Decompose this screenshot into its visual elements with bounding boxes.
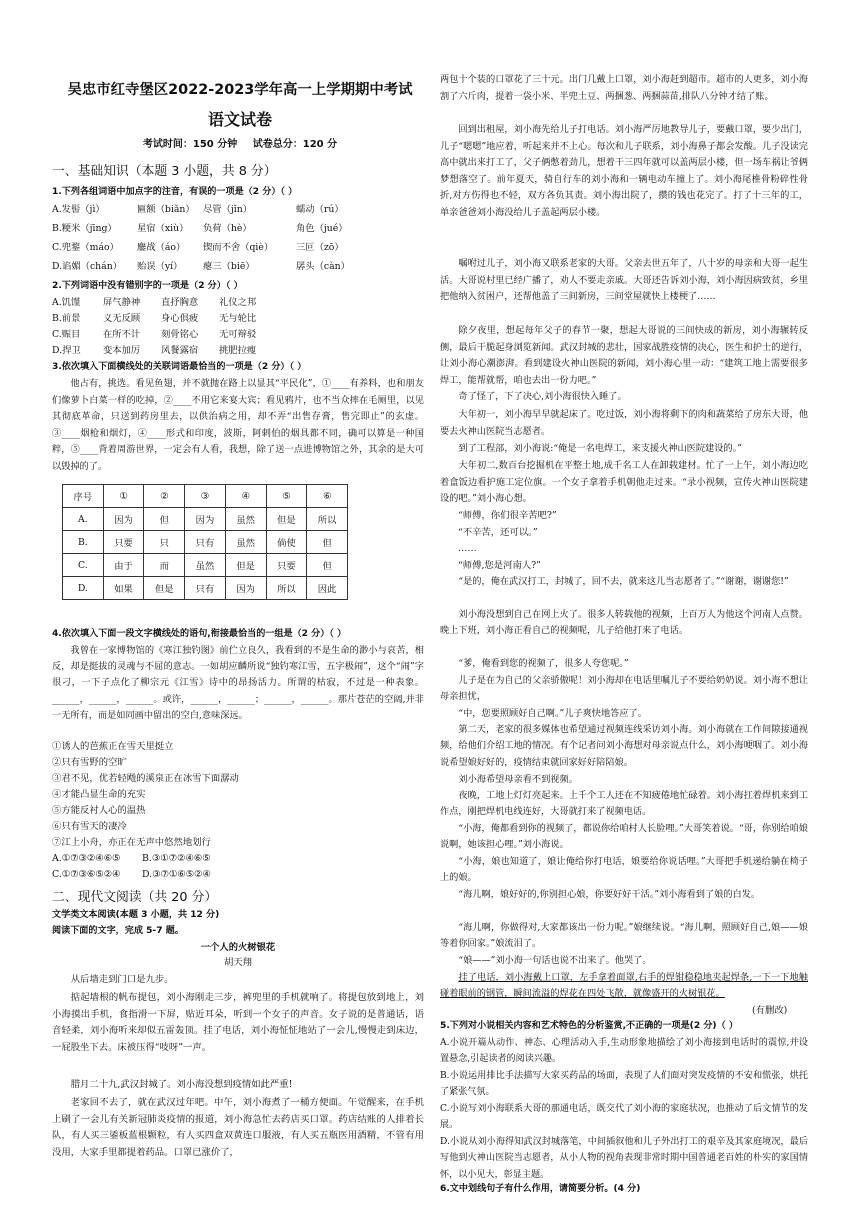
reading-instructions: 阅读下面的文字，完成 5-7 题。 [52,926,184,936]
q5-option-b: B.小说运用排比手法描写大家买药品的场面，表现了人们面对突发疫情的不安和慌张，烘托了紧张气氛。 [440,1071,808,1098]
table-cell: ② [144,485,185,508]
story-paragraph: “是的，俺在武汉打工，封城了，回不去，就来这儿当志愿者了。”“谢谢，谢谢您!” [458,576,789,587]
story-paragraph: 大年初一，刘小海早早就起床了。吃过饭，刘小海将剩下的肉和蔬菜给了房东大哥，他要去火神山医院当志愿者。 [440,409,808,437]
story-paragraph: “海儿啊，你做得对,大家都该出一份力呢。”娘继续说。“海儿啊，照顾好自己,娘——娘等着你回家。”娘流泪了。 [440,922,808,950]
story-paragraph: 两包十个装的口罩花了三十元。出门几戴上口罩，刘小海赶到超市。超市的人更多，刘小海割了六斤肉，提着一袋小米、半兜土豆、两捆葱、两捆蒜苗,排队八分钟才结了账。 [440,74,808,102]
table-cell: 但是 [225,554,266,577]
q2-b-3: 身心俱疲 [161,313,199,324]
table-cell: 只 [144,531,185,554]
q1-d-1: D.谄媚（chán） [52,261,122,272]
exam-subtitle: 语文试卷 [207,110,272,129]
q6-stem: 6.文中划线句子有什么作用，请简要分析。(4 分) [440,1184,641,1194]
table-cell: 而 [144,554,185,577]
q5-option-c: C.小说写刘小海联系大哥的那通电话，既交代了刘小海的家庭状况，也推动了后文情节的发展。 [440,1104,808,1131]
q1-a-3: 尽管（jǐn） [203,204,253,215]
table-cell: ③ [185,485,226,508]
q4-option-c: C.①⑦③⑥⑤②④ [52,869,121,880]
table-cell: ④ [225,485,266,508]
story-paragraph: “海儿啊，娘好好的,你别担心娘，你要好好干活。”刘小海看到了娘的白发。 [458,889,761,900]
q1-b-2: 星宿（xiù） [137,223,189,234]
story-paragraph: 奇了怪了，下了决心,刘小海很快入睡了。 [458,391,627,402]
q1-d-3: 瘪三（biē） [203,261,255,272]
q4-item: ⑤方能反衬人心的温热 [52,805,146,816]
table-cell: ⑤ [266,485,307,508]
deleted-note: (有删改) [752,1005,788,1016]
table-cell: 因为 [185,508,226,531]
story-paragraph: 第二天，老家的很多媒体也希望通过视频连线采访刘小海。刘小海就在工作间隙接通视频，给他们介绍工地的情况。有个记者问刘小海想对母亲说点什么，刘小海哽咽了。刘小海说希望娘好好的，疫情结束就回家好好陪陪娘。 [440,724,808,768]
q2-c-3: 刻骨铭心 [161,329,199,340]
exam-time: 考试时间：150 分钟 [142,139,238,150]
table-cell: 因此 [307,577,348,600]
table-cell: 只有 [185,531,226,554]
table-row [63,508,348,531]
table-row [63,531,348,554]
q2-c-4: 无可辩驳 [219,329,257,340]
q1-c-1: C.兜鍪（máo） [52,242,119,253]
q5-stem: 5.下列对小说相关内容和艺术特色的分析鉴赏,不正确的一项是(2 分)（ ） [440,1021,738,1031]
story-paragraph: 嘱咐过儿子，刘小海又联系老家的大哥。父亲去世五年了，八十岁的母亲和大哥一起生活。大哥说村里已经广播了，劝人不要走亲戚。大哥还告诉刘小海，刘小海因病致贫，乡里把他纳入贫困户，还帮他盖了三间新房，三间堂屋就快上楼梗了…… [440,258,808,303]
exam-score: 试卷总分：120 分 [252,139,338,150]
table-cell: 只要 [103,531,144,554]
table-cell: ⑥ [307,485,348,508]
dialog-line: “师傅,您是河南人?” [458,560,541,571]
q2-c-1: C.赈目 [52,329,81,340]
q4-option-b: B.③①⑦②④⑥⑤ [142,853,211,864]
q1-b-1: B.粳米（jīng） [52,223,117,234]
q1-d-2: 贻误（yí） [137,261,183,272]
q4-option-d: D.③⑦①⑥⑤②④ [142,869,211,880]
reading-subheading: 文学类文本阅读(本题 3 小题，共 12 分) [52,910,220,920]
table-cell: 只有 [185,577,226,600]
q1-a-2: 匾额（biǎn） [137,204,195,215]
q1-a-1: A.发髻（jì） [52,204,105,215]
q4-item: ③君不见，优若轻飏的溪泉正在冰雪下面潺动 [52,773,239,784]
table-cell: 但是 [266,508,307,531]
story-paragraph: 大年初二,数百台挖掘机在平整土地,成千名工人在卸载建材。忙了一上午，刘小海边吃着盒饭边看护施工定位旗。一个女子拿着手机朝他走过来。“录小视频，宣传火神山医院建设的吧。”刘小海心想。 [440,460,808,505]
story-paragraph: 回到出租屋，刘小海先给儿子打电话。刘小海严厉地教导儿子，要戴口罩，要少出门，儿子“嗯嗯”地应着，听起来并不上心。每次和儿子联系，刘小海鼻子都会发酸。儿子没读完高中就出来打工了，父子俩憋着劲儿，想着干三四年就可以盖两层小楼，但一场车祸让爷俩梦想落空了。前年夏天，骑自行车的刘小海和一辆电动车撞上了。刘小海尾椎骨粉碎性骨折,对方伤得也不轻，双方各负其责。刘小海出院了，攒的钱也花完了。打了十三年的工，单亲爸爸刘小海没给儿子盖起两层小楼。 [440,124,808,218]
story-paragraph: “小海，俺都看到你的视频了，都说你给咱村人长脸哩。”大哥笑着说。“哥，你别给咱娘说啊，她该担心哩。”刘小海说。 [440,823,808,851]
exam-meta [60,135,420,150]
q2-a-2: 屏气静神 [103,297,141,308]
dialog-line: “师傅，你们很辛苦吧?” [458,510,557,521]
story-author: 胡天翔 [223,957,253,968]
q2-a-3: 直抒胸意 [161,297,199,308]
story-paragraph: 除夕夜里，想起每年父子的春节一聚，想起大哥说的三间快成的新房，刘小海辗转反侧，最后干脆起身浏览新闻。武汉封城的悲壮，国家战胜疫情的决心，医生和护士的逆行，让刘小海心潮澎湃。看到建设火神山医院的新闻，刘小海心里一动：“建筑工地上需要很多焊工，能帮就帮，咱也去出一份力吧。” [440,325,808,386]
story-paragraph: “小海，娘也知道了，娘让俺给你打电话，娘要给你说话哩。”大哥把手机递给躺在椅子上的娘。 [440,856,808,884]
q4-item: ②只有雪野的空旷 [52,757,127,768]
q2-d-2: 变本加厉 [103,345,141,356]
q2-d-3: 风餐露宿 [161,345,199,356]
story-paragraph: 刘小海希望母亲看不到视频。 [458,774,578,785]
q4-stem: 4.依次填入下面一段文字横线处的语句,衔接最恰当的一组是（2 分）（ ） [52,629,347,639]
q2-b-1: B.前景 [52,313,81,324]
table-cell: 虽然 [225,531,266,554]
dialog-line: …… [458,543,477,554]
story-paragraph: “中，您要照顾好自己啊。”儿子爽快地答应了。 [458,708,647,719]
table-cell: 序号 [63,485,104,508]
table-cell: 由于 [103,554,144,577]
table-cell: D. [63,577,104,600]
story-paragraph: “爹，俺看到您的视频了，很多人夸您呢。” [458,658,629,669]
q1-a-4: 蠕动（rú） [296,204,344,215]
section-1-heading: 一、基础知识（本题 3 小题，共 8 分） [52,164,277,179]
story-title: 一个人的火树银花 [200,942,276,953]
table-cell: 只要 [266,554,307,577]
table-cell: C. [63,554,104,577]
q2-d-4: 挑肥拉瘦 [219,345,257,356]
story-paragraph: 到了工程部，刘小海说:“俺是一名电焊工，来支援火神山医院建设的。” [458,443,742,454]
table-header-row [63,485,348,508]
table-cell: A. [63,508,104,531]
table-cell: 倘使 [266,531,307,554]
q2-d-1: D.捍卫 [52,345,81,356]
q2-c-2: 在所不计 [103,329,141,340]
q4-item: ①诱人的芭蕉正在雪天里挺立 [52,741,174,752]
q4-item: ④才能凸显生命的充实 [52,789,146,800]
q3-stem: 3.依次填入下面横线处的关联词语最恰当的一项是（2 分）（ ） [52,362,307,372]
table-cell: B. [63,531,104,554]
table-row [63,554,348,577]
table-cell: 所以 [266,577,307,600]
q1-c-2: 鏖战（áo） [137,242,186,253]
table-cell: 但是 [144,577,185,600]
dialog-line: “不辛苦，还可以。” [458,527,538,538]
q4-option-a: A.①⑦③②④⑥⑤ [52,853,121,864]
story-paragraph: 掂起墙根的帆布提包，刘小海刚走三步，裤兜里的手机就响了。将提包放到地上，刘小海摸出手机，食指滑一下屏，贴近耳朵，听到一个女子的声音。女子说的是普通话，语音轻柔，刘小海听来却似五雷轰顶。挂了电话，刘小海怔怔地站了一会儿,慢慢走到床边，一屁股坐下去。床被压得“吱呀”一声。 [52,992,424,1053]
story-paragraph: 从后墙走到门口是九步。 [70,974,174,985]
table-cell: 如果 [103,577,144,600]
q5-option-d: D.小说从刘小海得知武汉封城落笔，中间插叙他和儿子外出打工的艰辛及其家庭境况，最后写他到火神山医院当志愿者，从小人物的视角表现非常时期中国普通老百姓的朴实的家国情怀，以小见大，彰显主题。 [440,1137,808,1180]
q4-passage: 我曾在一家博物馆的《寒江独钓图》前伫立良久，我看到的不是生命的渺小与哀苦，相反，却是挺拔的灵魂与不屈的意志。一如胡应麟所说“独钓寒江雪，五字极闹”，这个“闹”字很刁，一下子点化了柳宗元《江雪》诗中的昂扬活力。所谓的枯寂，不过是一种表象。______，______，______。或许，______，______；______，______。那片苍茫的空阔,并非一无所有，而是如同画中留出的空白,意味深远。 [52,645,424,721]
q2-stem: 2.下列词语中没有错别字的一项是（2 分）（ ） [52,281,243,291]
q4-item: ⑥只有雪天的凄冷 [52,821,127,832]
q1-d-4: 孱头（càn） [296,261,350,272]
table-cell: 但 [144,508,185,531]
story-paragraph: 老家回不去了，就在武汉过年吧。中午，刘小海煮了一桶方便面。午觉醒来，在手机上刷了一会儿有关新冠肺炎疫情的报道，刘小海急忙去药店买口罩。药店结账的人排着长队，有人买三鋈板蓝根颗粒，有人买四盒双黄连口服液，有人买五瓶医用酒精，不管有用没用，大家手里都提着药品。口罩已涨价了， [52,1097,424,1158]
table-cell: 虽然 [185,554,226,577]
q5-option-a: A.小说开篇从动作、神态、心理活动入手,生动形象地描绘了刘小海接到电话时的震惊,并设置悬念,引起读者的阅读兴趣。 [440,1038,808,1065]
story-paragraph: “娘——”刘小海一句话也说不出来了。他哭了。 [458,955,652,966]
q2-a-1: A.饥馑 [52,297,81,308]
q3-passage: 他占有，挑选。看见鱼翅，并不就抛在路上以显其“平民化”，①____有养料，也和朋友们像萝卜白菜一样的吃掉，②____不用它来宴大宾；看见鸦片，也不当众摔在毛厕里，以见其彻底革命，只送到药房里去，以供治病之用，却不弄“出售存膏，售完即止”的玄虚。③____烟枪和烟灯，④____形式和印度，波斯，阿剌伯的烟具都不同，确可以算是一种国粹，⑤____背着周游世界，一定会有人看，我想，除了送一点进博物馆之外，其余的是大可以毁掉的了。 [52,378,424,472]
q1-b-3: 负荷（hè） [203,223,252,234]
story-paragraph: 刘小海没想到自己在网上火了。很多人转载他的视频，上百万人为他这个河南人点赞。晚上下班，刘小海正看自己的视频呢，儿子给他打来了电话。 [440,609,808,637]
table-cell: 但 [307,554,348,577]
story-paragraph: 儿子是在为自己的父亲骄傲呢！刘小海却在电话里嘱儿子不要给奶奶说。刘小海不想让母亲担忧， [440,675,808,703]
table-cell: ① [103,485,144,508]
q1-stem: 1.下列各组词语中加点字的注音，有误的一项是（2 分）（ ） [52,187,298,197]
q1-c-4: 三叵（zō） [296,242,344,253]
table-cell: 虽然 [225,508,266,531]
table-cell: 因为 [225,577,266,600]
q3-answer-table [62,484,348,600]
q2-b-4: 无与轮比 [219,313,257,324]
table-row [63,577,348,600]
section-2-heading: 二、现代文阅读（共 20 分） [52,890,218,905]
story-paragraph: 腊月二十九,武汉封城了。刘小海没想到疫情如此严重! [70,1079,293,1090]
q4-item: ⑦江上小舟，亦正在无声中悠然地划行 [52,837,211,848]
table-cell: 所以 [307,508,348,531]
q1-c-3: 锲而不舍（qiè） [203,242,274,253]
q2-a-4: 礼仪之邦 [219,297,257,308]
story-paragraph: 夜晚，工地上灯灯亮起来。上千个工人还在不知疲倦地忙碌着。刘小海扛着焊机来到工作点，刚把焊机电线连好，大哥就打来了视频电话。 [440,790,808,818]
q2-b-2: 义无反顾 [103,313,141,324]
table-cell: 但 [307,531,348,554]
underlined-sentence: 挂了电话，刘小海戴上口罩，左手拿着面罩,右手的焊钳稳稳地夹起焊条,一下一下地触碰着眼前的钢管，瞬间流溢的焊花在四处飞散，就像盛开的火树银花。 [440,972,808,1000]
table-cell: 因为 [103,508,144,531]
q1-b-4: 角色（jué） [296,223,348,234]
exam-title: 吴忠市红寺堡区2022-2023学年高一上学期期中考试 [67,82,413,98]
